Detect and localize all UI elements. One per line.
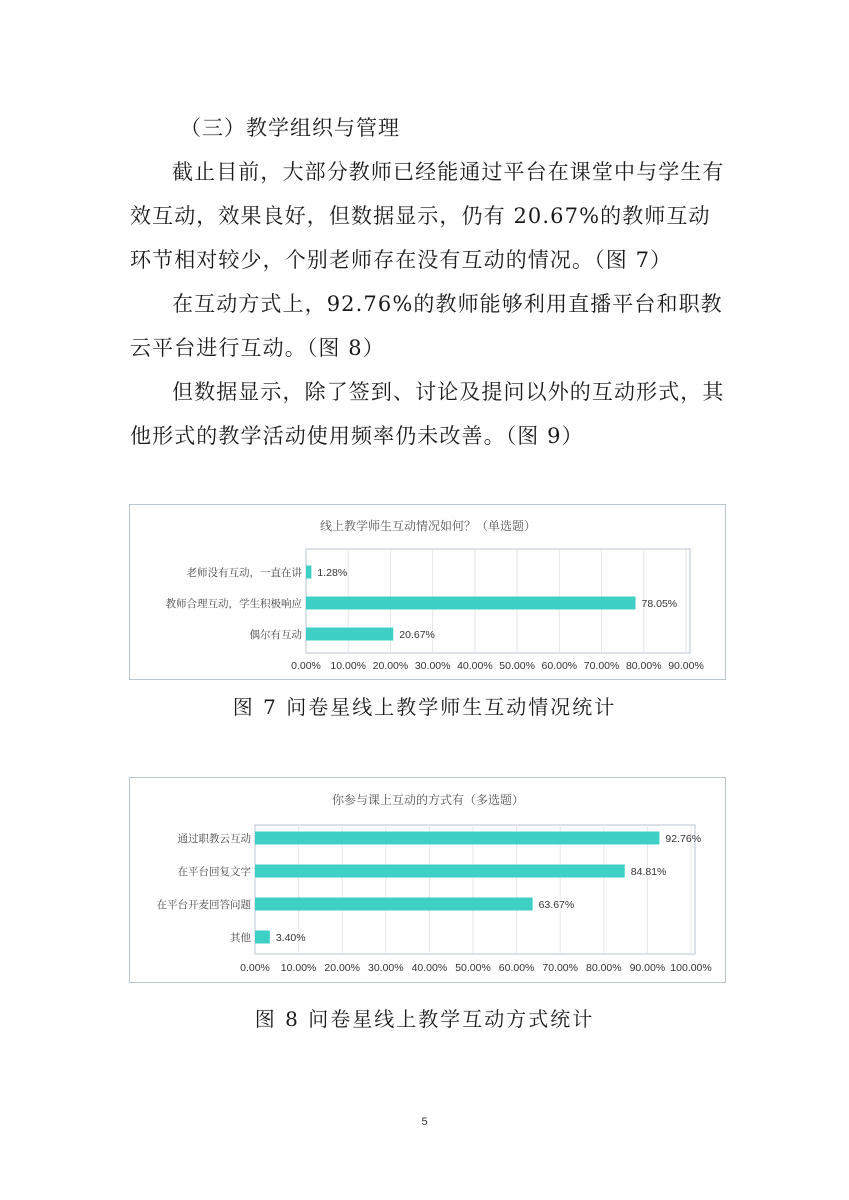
x-tick-label: 30.00%	[414, 660, 451, 672]
bar	[255, 832, 659, 845]
x-tick-label: 60.00%	[498, 962, 535, 974]
x-tick-label: 20.00%	[324, 962, 361, 974]
bar	[255, 865, 625, 878]
chart-figure-8	[129, 777, 726, 983]
x-tick-label: 90.00%	[629, 962, 666, 974]
value-label: 1.28%	[317, 567, 348, 579]
bar	[306, 566, 311, 579]
bar	[255, 898, 533, 911]
bar	[255, 931, 270, 944]
section-heading: （三）教学组织与管理	[180, 116, 400, 140]
value-label: 92.76%	[665, 833, 702, 845]
chart-8-svg	[130, 778, 727, 984]
x-tick-label: 70.00%	[542, 962, 579, 974]
chart-title: 线上教学师生互动情况如何？（单选题）	[319, 519, 537, 533]
x-tick-label: 100.00%	[670, 962, 712, 974]
chart-title: 你参与课上互动的方式有（多选题）	[331, 793, 525, 807]
x-tick-label: 50.00%	[455, 962, 491, 974]
x-tick-label: 10.00%	[330, 660, 367, 672]
value-label: 3.40%	[275, 932, 306, 944]
category-label: 偶尔有互动	[249, 629, 302, 641]
bar	[306, 628, 393, 641]
x-tick-label: 70.00%	[583, 660, 620, 672]
x-tick-label: 10.00%	[280, 962, 317, 974]
x-tick-label: 30.00%	[367, 962, 404, 974]
chart-figure-7	[129, 504, 726, 680]
category-label: 老师没有互动，一直在讲	[186, 567, 302, 579]
value-label: 84.81%	[630, 866, 667, 878]
x-tick-label: 60.00%	[541, 660, 578, 672]
x-tick-label: 80.00%	[585, 962, 622, 974]
x-tick-label: 20.00%	[372, 660, 409, 672]
category-label: 教师合理互动，学生积极响应	[165, 598, 302, 610]
chart-7-svg	[130, 505, 727, 681]
paragraph-2: 在互动方式上，92.76%的教师能够利用直播平台和职教云平台进行互动。（图 8）	[130, 292, 723, 360]
value-label: 78.05%	[641, 598, 678, 610]
paragraph-3: 但数据显示，除了签到、讨论及提问以外的互动形式，其他形式的教学活动使用频率仍未改善。（图 9）	[130, 380, 725, 448]
x-tick-label: 80.00%	[625, 660, 662, 672]
category-label: 在平台回复文字	[177, 866, 251, 878]
x-tick-label: 50.00%	[499, 660, 535, 672]
x-tick-label: 0.00%	[291, 660, 321, 672]
value-label: 20.67%	[399, 629, 435, 641]
x-tick-label: 40.00%	[411, 962, 448, 974]
paragraph-1: 截止目前，大部分教师已经能通过平台在课堂中与学生有效互动，效果良好，但数据显示，仍有 20.67%的教师互动环节相对较少，个别老师存在没有互动的情况。（图 7）	[130, 160, 725, 272]
x-tick-label: 90.00%	[668, 660, 704, 672]
x-tick-label: 40.00%	[457, 660, 493, 672]
category-label: 在平台开麦回答问题	[156, 899, 251, 911]
page-number: 5	[421, 1116, 428, 1128]
category-label: 其他	[230, 932, 251, 944]
category-label: 通过职教云互动	[177, 833, 251, 845]
x-tick-label: 0.00%	[240, 962, 270, 974]
value-label: 63.67%	[538, 899, 575, 911]
bar	[306, 597, 636, 610]
caption-figure-8: 图 8 问卷星线上教学互动方式统计	[254, 1007, 595, 1031]
caption-figure-7: 图 7 问卷星线上教学师生互动情况统计	[232, 695, 617, 719]
